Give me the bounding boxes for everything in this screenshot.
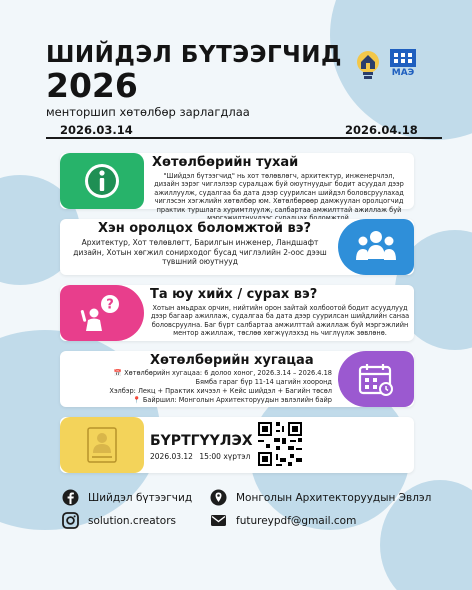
facebook-icon bbox=[62, 489, 79, 506]
mae-logo bbox=[386, 47, 420, 81]
location-label: Монголын Архитекторуудын Эвлэл bbox=[236, 491, 432, 504]
contact-instagram[interactable] bbox=[62, 512, 176, 529]
what-body: Хотын амьдрах орчин, нийтийн орон зайтай холбоотой бодит асуудлууд дээр багаар ажиллаж, судалгаа ба дата дээр суурилсан шийдлийн санаа боловсруулна. Баг бүрт салбартаа амжилттай ажиллаж буй мэргэжлийн ментор ажиллаж, төслөө хөгжүүлэхэд нь чиглүүлж зөвлөнө. bbox=[150, 304, 410, 338]
instagram-label: solution.creators bbox=[88, 514, 176, 527]
schedule-title: Хөтөлбөрийн хугацаа bbox=[150, 353, 314, 368]
end-date: 2026.04.18 bbox=[345, 123, 418, 137]
schedule-line4: 📍 Байршил: Монголын Архитекторуудын эвлэлийн байр bbox=[132, 396, 332, 404]
bulb-logo-icon bbox=[354, 49, 382, 81]
instagram-icon bbox=[62, 512, 79, 529]
what-icon-box bbox=[60, 285, 144, 341]
svg-text:?: ? bbox=[106, 297, 114, 313]
contact-location[interactable] bbox=[210, 489, 431, 506]
page-subtitle: менторшип хөтөлбөр зарлагдлаа bbox=[46, 105, 250, 119]
what-title: Та юу хийх / сурах вэ? bbox=[150, 287, 318, 302]
mae-logo-text: МАЭ bbox=[391, 68, 415, 78]
date-divider bbox=[46, 137, 442, 139]
contact-facebook[interactable] bbox=[62, 489, 192, 506]
page-title-year: 2026 bbox=[46, 66, 138, 105]
schedule-line1: 📅 Хөтөлбөрийн хугацаа: 6 долоо хоног, 2026.3.14 – 2026.4.18 bbox=[113, 369, 332, 377]
calendar-icon bbox=[358, 362, 394, 396]
page-title-line1: ШИЙДЭЛ БҮТЭЭГЧИД bbox=[46, 42, 342, 68]
location-pin-icon bbox=[210, 489, 227, 506]
who-icon-box bbox=[338, 219, 414, 275]
schedule-line2: Бямба гараг бүр 11-14 цагийн хооронд bbox=[195, 378, 332, 386]
email-icon bbox=[210, 512, 227, 529]
contact-email[interactable] bbox=[210, 512, 356, 529]
register-date: 2026.03.12 bbox=[150, 452, 193, 461]
people-icon bbox=[354, 228, 398, 266]
certificate-icon bbox=[82, 425, 122, 465]
register-title[interactable]: БҮРТГҮҮЛЭХ bbox=[150, 433, 253, 449]
facebook-label: Шийдэл бүтээгчид bbox=[88, 491, 193, 504]
question-person-icon bbox=[80, 293, 124, 333]
about-title: Хөтөлбөрийн тухай bbox=[152, 155, 299, 170]
register-deadline bbox=[150, 452, 250, 461]
email-label: futureypdf@gmail.com bbox=[236, 514, 357, 527]
about-icon-box bbox=[60, 153, 144, 209]
info-icon bbox=[83, 162, 121, 200]
who-body: Архитектур, Хот төлөвлөгт, Барилгын инженер, Ландшафт дизайн, Хотын хөгжил сонирходог бусад чиглэлийн 2-оос дээш түвшний оюутнууд bbox=[73, 238, 327, 266]
who-title: Хэн оролцох боломжтой вэ? bbox=[98, 221, 312, 236]
about-body: "Шийдэл бүтээгчид" нь хот төлөвлөгч, архитектур, инженерчлэл, дизайн зэрэг чиглэлээр суралцаж буй оюутнуудыг бодит асуудал дээр ажиллуулж, судалгаа ба дата дээр суурилсан шийдэл боловсруулахад чиглэсэн хэгжлийн хөтөлбөр юм. Хөтөлбөрөөр дамжуулан оролцогчид практик туршлага хуримтлуулж, салбартаа амжилттай ажиллаж буй bbox=[154, 172, 404, 214]
schedule-line3: Хэлбэр: Лекц + Практик хичээл + Кейс шийдэл + Багийн төсөл bbox=[109, 387, 332, 395]
register-icon-box bbox=[60, 417, 144, 473]
qr-code-icon[interactable] bbox=[256, 420, 304, 468]
register-time: 15:00 хүртэл bbox=[199, 452, 251, 461]
start-date: 2026.03.14 bbox=[60, 123, 133, 137]
schedule-icon-box bbox=[338, 351, 414, 407]
